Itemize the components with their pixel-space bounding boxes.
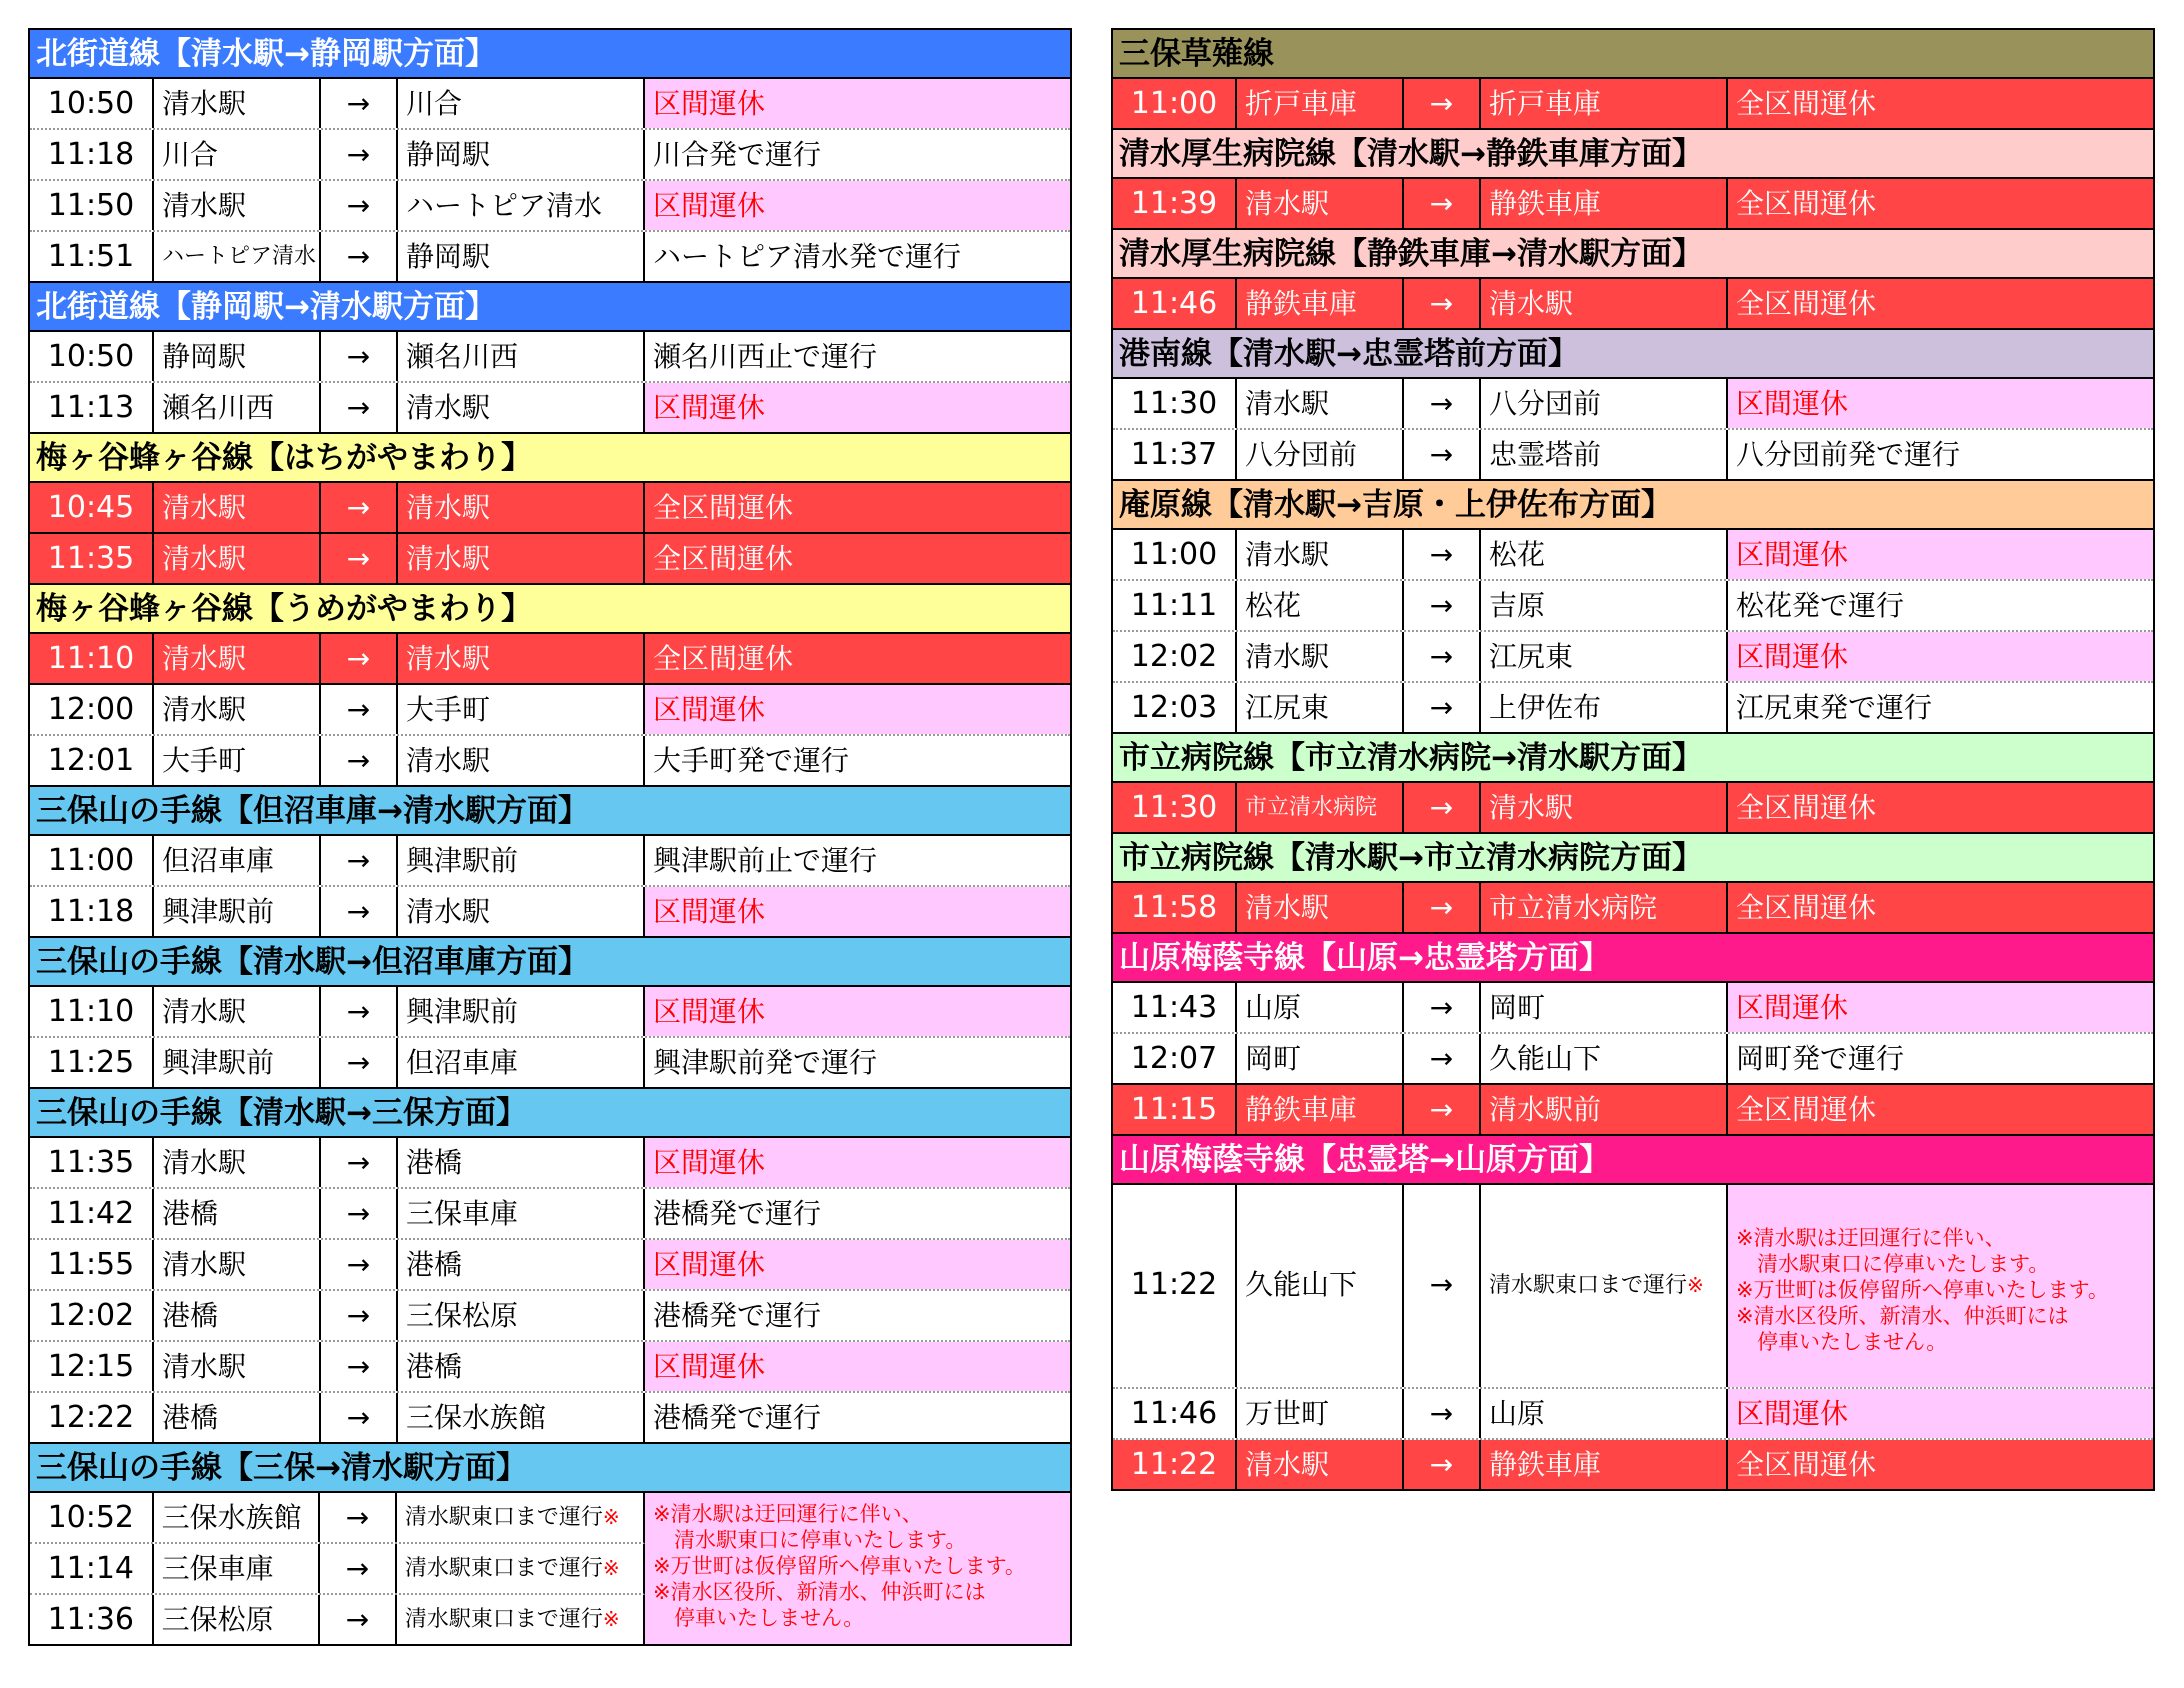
- note-line: ※万世町は仮停留所へ停車いたします。: [1736, 1278, 2109, 1302]
- to-stop: 清水駅: [398, 534, 645, 583]
- status-note: 大手町発で運行: [653, 744, 850, 777]
- arrow: →: [1404, 683, 1481, 732]
- status-note: 興津駅前発で運行: [653, 1046, 878, 1079]
- to-stop: 静鉄車庫: [1481, 1440, 1728, 1489]
- arrow: →: [321, 534, 398, 583]
- to-stop-text: 清水駅東口まで運行: [404, 1607, 603, 1632]
- table-row: [1113, 581, 2153, 632]
- to-stop: 川合: [398, 79, 645, 128]
- section-title: 市立病院線【市立清水病院→清水駅方面】: [1113, 734, 2153, 783]
- table-row: [1113, 279, 2153, 330]
- section-title: 清水厚生病院線【清水駅→静鉄車庫方面】: [1113, 130, 2153, 179]
- arrow: →: [321, 181, 398, 230]
- status-note: 全区間運休: [1736, 187, 1877, 220]
- from-stop: 松花: [1237, 581, 1404, 630]
- section-title: 三保山の手線【但沼車庫→清水駅方面】: [30, 787, 1070, 836]
- section-title: 北街道線【清水駅→静岡駅方面】: [30, 30, 1070, 79]
- table-row: [1113, 1034, 2153, 1085]
- detour-note: [1728, 1185, 2153, 1387]
- status-note: 松花発で運行: [1736, 589, 1905, 622]
- section-title: 山原梅蔭寺線【忠霊塔→山原方面】: [1113, 1136, 2153, 1185]
- status-note: 区間運休: [645, 383, 1070, 432]
- table-row: [30, 685, 1070, 736]
- from-stop: 清水駅: [154, 534, 321, 583]
- status-note: 全区間運休: [1736, 287, 1877, 320]
- to-stop: 清水駅: [398, 887, 645, 936]
- time: 12:07: [1113, 1034, 1237, 1083]
- table-row: [30, 634, 1070, 685]
- status-note: 区間運休: [645, 1342, 1070, 1391]
- arrow: →: [1404, 632, 1481, 681]
- to-stop: 山原: [1481, 1389, 1728, 1438]
- note-line: 停車いたしません。: [653, 1606, 865, 1630]
- arrow: →: [321, 383, 398, 432]
- to-stop: 大手町: [398, 685, 645, 734]
- arrow: →: [1404, 1185, 1481, 1387]
- from-stop: 清水駅: [154, 1342, 321, 1391]
- to-stop: 三保水族館: [398, 1393, 645, 1442]
- asterisk-mark: ※: [602, 1607, 620, 1631]
- to-stop: 江尻東: [1481, 632, 1728, 681]
- time: 10:45: [30, 483, 154, 532]
- time: 11:35: [30, 534, 154, 583]
- to-stop: 上伊佐布: [1481, 683, 1728, 732]
- table-row: [30, 1342, 1070, 1393]
- from-stop: 港橋: [154, 1189, 321, 1238]
- from-stop: 清水駅: [154, 634, 321, 683]
- to-stop-text: 清水駅東口まで運行: [404, 1505, 603, 1530]
- from-stop: 三保松原: [154, 1595, 320, 1644]
- status-note: 瀬名川西止で運行: [653, 340, 878, 373]
- time: 12:22: [30, 1393, 154, 1442]
- arrow: →: [321, 1189, 398, 1238]
- time: 12:01: [30, 736, 154, 785]
- time: 11:35: [30, 1138, 154, 1187]
- from-stop: 岡町: [1237, 1034, 1404, 1083]
- arrow: →: [321, 332, 398, 381]
- time: 11:00: [1113, 79, 1237, 128]
- status-note: 江尻東発で運行: [1736, 691, 1933, 724]
- arrow: →: [321, 1342, 398, 1391]
- from-stop: 大手町: [154, 736, 321, 785]
- to-stop: 興津駅前: [398, 987, 645, 1036]
- arrow: →: [1404, 883, 1481, 932]
- section-title: 市立病院線【清水駅→市立清水病院方面】: [1113, 834, 2153, 883]
- asterisk-mark: ※: [602, 1556, 620, 1580]
- status-note: 区間運休: [645, 181, 1070, 230]
- to-stop: 松花: [1481, 530, 1728, 579]
- time: 11:18: [30, 130, 154, 179]
- from-stop: 清水駅: [154, 181, 321, 230]
- to-stop: 港橋: [398, 1240, 645, 1289]
- time: 11:13: [30, 383, 154, 432]
- note-line: 停車いたしません。: [1736, 1330, 1948, 1354]
- table-row: [30, 736, 1070, 787]
- arrow: →: [321, 1138, 398, 1187]
- merged-note-block: [30, 1493, 1070, 1646]
- from-stop: 三保車庫: [154, 1544, 320, 1593]
- arrow: →: [321, 1393, 398, 1442]
- arrow: →: [1404, 1389, 1481, 1438]
- to-stop: 市立清水病院: [1481, 883, 1728, 932]
- arrow: →: [1404, 1085, 1481, 1134]
- time: 11:43: [1113, 983, 1237, 1032]
- to-stop: 久能山下: [1481, 1034, 1728, 1083]
- right-timetable: [1111, 28, 2155, 1491]
- table-row: [30, 1138, 1070, 1189]
- table-row: [1113, 1185, 2153, 1389]
- table-row: [30, 987, 1070, 1038]
- time: 11:37: [1113, 430, 1237, 479]
- time: 12:02: [1113, 632, 1237, 681]
- time: 12:00: [30, 685, 154, 734]
- to-stop: 清水駅: [1481, 279, 1728, 328]
- section-title: 三保草薙線: [1113, 30, 2153, 79]
- status-note: ハートピア清水発で運行: [653, 240, 962, 273]
- status-note: 区間運休: [645, 987, 1070, 1036]
- time: 11:46: [1113, 1389, 1237, 1438]
- from-stop: 清水駅: [1237, 179, 1404, 228]
- table-row: [30, 1189, 1070, 1240]
- section-title: 三保山の手線【清水駅→三保方面】: [30, 1089, 1070, 1138]
- status-note: 全区間運休: [1736, 1448, 1877, 1481]
- status-note: 全区間運休: [1736, 87, 1877, 120]
- from-stop: 川合: [154, 130, 321, 179]
- from-stop: 清水駅: [154, 79, 321, 128]
- arrow: →: [320, 1544, 397, 1593]
- from-stop: 清水駅: [1237, 883, 1404, 932]
- table-row: [30, 1038, 1070, 1089]
- time: 11:00: [1113, 530, 1237, 579]
- note-line: ※清水駅は迂回運行に伴い、: [653, 1502, 923, 1526]
- to-stop: 折戸車庫: [1481, 79, 1728, 128]
- section-title: 庵原線【清水駅→吉原・上伊佐布方面】: [1113, 481, 2153, 530]
- to-stop: 清水駅: [398, 383, 645, 432]
- arrow: →: [321, 634, 398, 683]
- arrow: →: [1404, 1034, 1481, 1083]
- table-row: [30, 836, 1070, 887]
- section-title: 港南線【清水駅→忠霊塔前方面】: [1113, 330, 2153, 379]
- status-note: 区間運休: [645, 1240, 1070, 1289]
- arrow: →: [321, 79, 398, 128]
- table-row: [1113, 379, 2153, 430]
- arrow: →: [321, 685, 398, 734]
- note-line: 清水駅東口に停車いたします。: [653, 1528, 967, 1552]
- time: 10:50: [30, 79, 154, 128]
- table-row: [30, 1291, 1070, 1342]
- time: 11:14: [30, 1544, 154, 1593]
- to-stop: 静岡駅: [398, 130, 645, 179]
- from-stop: 山原: [1237, 983, 1404, 1032]
- status-note: 全区間運休: [1736, 891, 1877, 924]
- from-stop: 静岡駅: [154, 332, 321, 381]
- status-note: 興津駅前止で運行: [653, 844, 878, 877]
- time: 11:18: [30, 887, 154, 936]
- status-note: 区間運休: [645, 685, 1070, 734]
- from-stop: 清水駅: [1237, 379, 1404, 428]
- status-note: 全区間運休: [653, 642, 794, 675]
- to-stop: 静鉄車庫: [1481, 179, 1728, 228]
- time: 11:25: [30, 1038, 154, 1087]
- table-row: [1113, 783, 2153, 834]
- table-row: [30, 1240, 1070, 1291]
- from-stop: 清水駅: [154, 685, 321, 734]
- table-row: [30, 1595, 645, 1646]
- time: 11:22: [1113, 1440, 1237, 1489]
- from-stop: 興津駅前: [154, 887, 321, 936]
- to-stop: 清水駅: [398, 483, 645, 532]
- to-stop: 港橋: [398, 1138, 645, 1187]
- arrow: →: [321, 887, 398, 936]
- from-stop: 但沼車庫: [154, 836, 321, 885]
- detour-note: [645, 1493, 1070, 1646]
- status-note: 八分団前発で運行: [1736, 438, 1961, 471]
- arrow: →: [321, 1291, 398, 1340]
- from-stop: 清水駅: [1237, 1440, 1404, 1489]
- to-stop: 吉原: [1481, 581, 1728, 630]
- to-stop-text: 清水駅東口まで運行: [404, 1556, 603, 1581]
- from-stop: 興津駅前: [154, 1038, 321, 1087]
- arrow: →: [1404, 530, 1481, 579]
- status-note: 区間運休: [645, 79, 1070, 128]
- time: 10:52: [30, 1493, 154, 1542]
- time: 11:10: [30, 987, 154, 1036]
- status-note: 全区間運休: [653, 491, 794, 524]
- arrow: →: [1404, 1440, 1481, 1489]
- table-row: [1113, 632, 2153, 683]
- table-row: [1113, 530, 2153, 581]
- to-stop: 但沼車庫: [398, 1038, 645, 1087]
- status-note: 全区間運休: [1736, 791, 1877, 824]
- arrow: →: [1404, 430, 1481, 479]
- table-row: [30, 383, 1070, 434]
- time: 11:46: [1113, 279, 1237, 328]
- status-note: 川合発で運行: [653, 138, 822, 171]
- table-row: [30, 130, 1070, 181]
- from-stop: 八分団前: [1237, 430, 1404, 479]
- to-stop: 静岡駅: [398, 232, 645, 281]
- to-stop: [397, 1544, 643, 1593]
- section-title: 三保山の手線【清水駅→但沼車庫方面】: [30, 938, 1070, 987]
- from-stop: 瀬名川西: [154, 383, 321, 432]
- status-note: 港橋発で運行: [653, 1299, 822, 1332]
- from-stop: 港橋: [154, 1393, 321, 1442]
- arrow: →: [321, 130, 398, 179]
- from-stop: 折戸車庫: [1237, 79, 1404, 128]
- table-row: [30, 534, 1070, 585]
- to-stop: [1481, 1185, 1728, 1387]
- from-stop: 清水駅: [1237, 530, 1404, 579]
- arrow: →: [1404, 279, 1481, 328]
- from-stop: 清水駅: [154, 987, 321, 1036]
- status-note: 区間運休: [1728, 379, 2153, 428]
- time: 11:00: [30, 836, 154, 885]
- arrow: →: [321, 736, 398, 785]
- from-stop: 静鉄車庫: [1237, 1085, 1404, 1134]
- note-line: 清水駅東口に停車いたします。: [1736, 1252, 2050, 1276]
- to-stop: 八分団前: [1481, 379, 1728, 428]
- to-stop: 岡町: [1481, 983, 1728, 1032]
- status-note: 区間運休: [1728, 983, 2153, 1032]
- time: 11:42: [30, 1189, 154, 1238]
- section-title: 清水厚生病院線【静鉄車庫→清水駅方面】: [1113, 230, 2153, 279]
- status-note: 区間運休: [1728, 632, 2153, 681]
- note-line: ※清水駅は迂回運行に伴い、: [1736, 1226, 2006, 1250]
- arrow: →: [321, 483, 398, 532]
- from-stop: 清水駅: [154, 483, 321, 532]
- status-note: 全区間運休: [653, 542, 794, 575]
- time: 12:03: [1113, 683, 1237, 732]
- from-stop: 静鉄車庫: [1237, 279, 1404, 328]
- time: 11:11: [1113, 581, 1237, 630]
- to-stop: 港橋: [398, 1342, 645, 1391]
- from-stop: 久能山下: [1237, 1185, 1404, 1387]
- to-stop: 三保松原: [398, 1291, 645, 1340]
- to-stop: 清水駅前: [1481, 1085, 1728, 1134]
- from-stop: 江尻東: [1237, 683, 1404, 732]
- table-row: [1113, 79, 2153, 130]
- asterisk-mark: ※: [1687, 1273, 1704, 1297]
- table-row: [30, 1493, 645, 1544]
- time: 11:36: [30, 1595, 154, 1644]
- to-stop: 清水駅: [1481, 783, 1728, 832]
- section-title: 山原梅蔭寺線【山原→忠霊塔方面】: [1113, 934, 2153, 983]
- from-stop: 万世町: [1237, 1389, 1404, 1438]
- note-line: ※清水区役所、新清水、仲浜町には: [653, 1580, 986, 1604]
- arrow: →: [1404, 983, 1481, 1032]
- time: 10:50: [30, 332, 154, 381]
- table-row: [30, 79, 1070, 130]
- from-stop: 港橋: [154, 1291, 321, 1340]
- time: 11:55: [30, 1240, 154, 1289]
- arrow: →: [1404, 581, 1481, 630]
- table-row: [1113, 683, 2153, 734]
- arrow: →: [320, 1493, 397, 1542]
- from-stop: 三保水族館: [154, 1493, 320, 1542]
- status-note: 全区間運休: [1736, 1093, 1877, 1126]
- table-row: [30, 887, 1070, 938]
- table-row: [1113, 983, 2153, 1034]
- time: 11:22: [1113, 1185, 1237, 1387]
- status-note: 区間運休: [645, 887, 1070, 936]
- status-note: 区間運休: [1728, 1389, 2153, 1438]
- arrow: →: [1404, 179, 1481, 228]
- from-stop: 清水駅: [154, 1240, 321, 1289]
- table-row: [1113, 883, 2153, 934]
- arrow: →: [321, 232, 398, 281]
- table-row: [30, 232, 1070, 283]
- table-row: [1113, 430, 2153, 481]
- table-row: [1113, 179, 2153, 230]
- section-title: 三保山の手線【三保→清水駅方面】: [30, 1444, 1070, 1493]
- time: 11:50: [30, 181, 154, 230]
- arrow: →: [321, 836, 398, 885]
- status-note: 区間運休: [1728, 530, 2153, 579]
- arrow: →: [321, 1038, 398, 1087]
- from-stop: 清水駅: [154, 1138, 321, 1187]
- time: 12:02: [30, 1291, 154, 1340]
- to-stop: 清水駅: [398, 634, 645, 683]
- to-stop: 興津駅前: [398, 836, 645, 885]
- from-stop: 清水駅: [1237, 632, 1404, 681]
- time: 11:15: [1113, 1085, 1237, 1134]
- to-stop: [397, 1493, 643, 1542]
- time: 11:39: [1113, 179, 1237, 228]
- note-line: ※万世町は仮停留所へ停車いたします。: [653, 1554, 1026, 1578]
- from-stop: ハートピア清水: [154, 232, 321, 281]
- table-row: [30, 332, 1070, 383]
- arrow: →: [321, 1240, 398, 1289]
- note-line: ※清水区役所、新清水、仲浜町には: [1736, 1304, 2069, 1328]
- to-stop: 忠霊塔前: [1481, 430, 1728, 479]
- table-row: [1113, 1440, 2153, 1491]
- to-stop: [397, 1595, 643, 1644]
- table-row: [30, 1544, 645, 1595]
- section-title: 梅ヶ谷蜂ヶ谷線【はちがやまわり】: [30, 434, 1070, 483]
- to-stop-text: 清水駅東口まで運行: [1489, 1273, 1688, 1298]
- arrow: →: [321, 987, 398, 1036]
- status-note: 岡町発で運行: [1736, 1042, 1905, 1075]
- arrow: →: [320, 1595, 397, 1644]
- arrow: →: [1404, 379, 1481, 428]
- time: 11:30: [1113, 379, 1237, 428]
- status-note: 港橋発で運行: [653, 1197, 822, 1230]
- status-note: 港橋発で運行: [653, 1401, 822, 1434]
- status-note: 区間運休: [645, 1138, 1070, 1187]
- table-row: [1113, 1085, 2153, 1136]
- table-row: [30, 181, 1070, 232]
- table-row: [30, 1393, 1070, 1444]
- to-stop: ハートピア清水: [398, 181, 645, 230]
- time: 12:15: [30, 1342, 154, 1391]
- arrow: →: [1404, 79, 1481, 128]
- time: 11:58: [1113, 883, 1237, 932]
- to-stop: 清水駅: [398, 736, 645, 785]
- section-title: 北街道線【静岡駅→清水駅方面】: [30, 283, 1070, 332]
- arrow: →: [1404, 783, 1481, 832]
- table-row: [30, 483, 1070, 534]
- to-stop: 三保車庫: [398, 1189, 645, 1238]
- time: 11:30: [1113, 783, 1237, 832]
- to-stop: 瀬名川西: [398, 332, 645, 381]
- section-title: 梅ヶ谷蜂ヶ谷線【うめがやまわり】: [30, 585, 1070, 634]
- asterisk-mark: ※: [602, 1505, 620, 1529]
- table-row: [1113, 1389, 2153, 1440]
- left-timetable: [28, 28, 1072, 1646]
- time: 11:10: [30, 634, 154, 683]
- from-stop: 市立清水病院: [1237, 783, 1404, 832]
- time: 11:51: [30, 232, 154, 281]
